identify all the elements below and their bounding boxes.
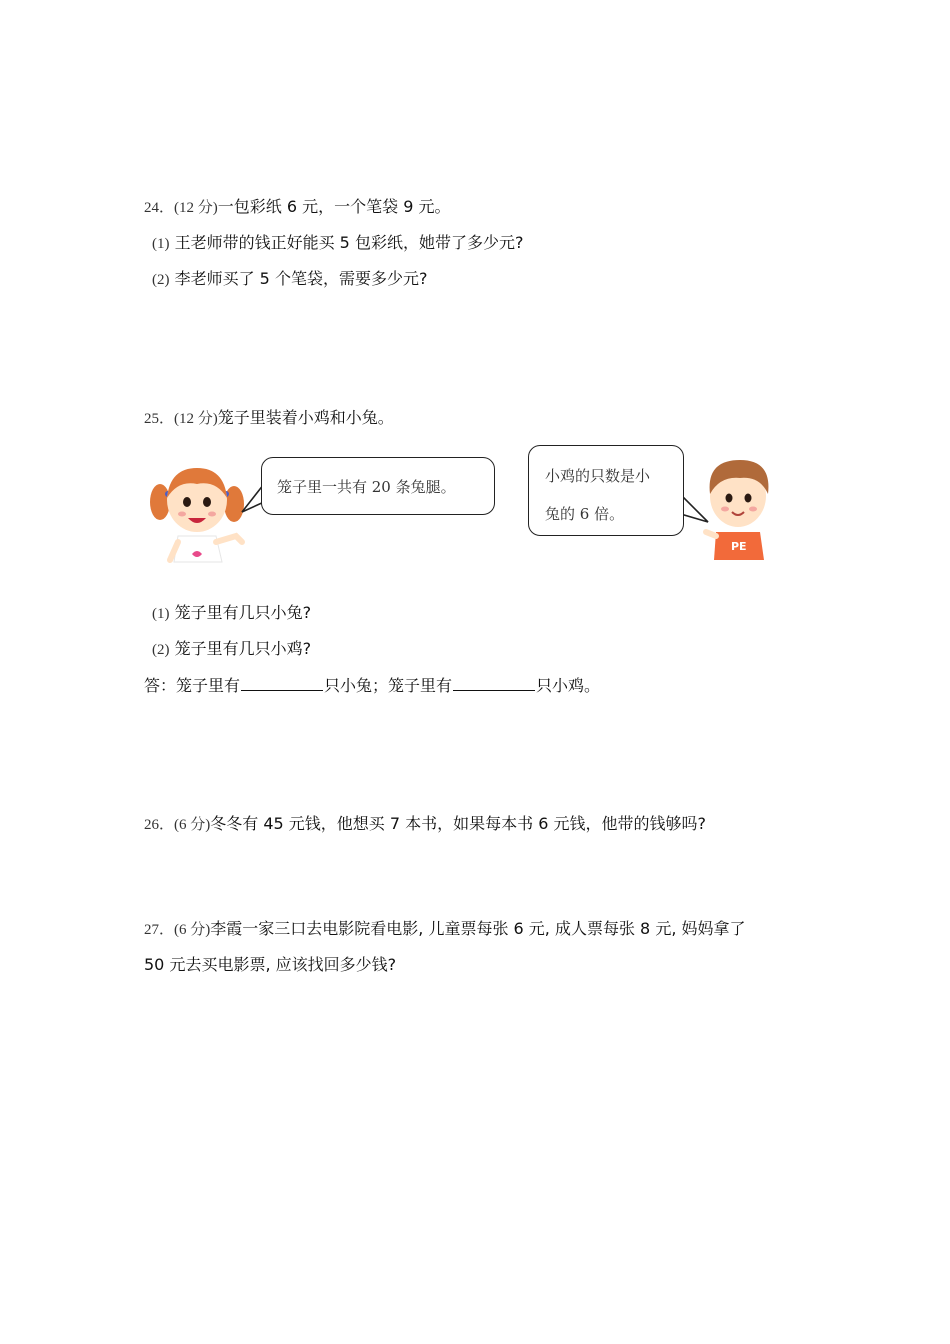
q24-sub2-text: 李老师买了 5 个笔袋，需要多少元? <box>174 269 428 288</box>
chicken-count-blank[interactable] <box>453 674 535 691</box>
boy-shirt-text: PE <box>731 540 747 553</box>
girl-speech-bubble <box>261 457 495 515</box>
q27-number: 27． <box>144 922 175 938</box>
boy-speech-bubble <box>528 445 684 536</box>
q27-stem-line <box>144 918 746 941</box>
q24-sub1-text: 王老师带的钱正好能买 5 包彩纸，她带了多少元? <box>174 233 524 252</box>
q24-sub2 <box>152 268 427 291</box>
q25-answer-line <box>144 674 600 697</box>
q27-stem-line1: 李霞一家三口去电影院看电影, 儿童票每张 6 元, 成人票每张 8 元, 妈妈拿了 <box>210 919 746 938</box>
answer-suffix: 只小鸡。 <box>536 676 601 695</box>
q24-number: 24． <box>144 200 175 216</box>
q25-sub2-text: 笼子里有几只小鸡? <box>174 639 312 658</box>
q25-sub2 <box>152 638 311 661</box>
q27-score: (6 分) <box>174 922 211 938</box>
boy-illustration <box>700 454 780 560</box>
q26-stem: 冬冬有 45 元钱，他想买 7 本书，如果每本书 6 元钱，他带的钱够吗? <box>210 814 706 833</box>
q25-score: (12 分) <box>174 411 218 427</box>
q25-sub1 <box>152 602 311 625</box>
q25-sub1-text: 笼子里有几只小兔? <box>174 603 312 622</box>
boy-bubble-line1: 小鸡的只数是小 <box>545 467 651 485</box>
answer-prefix: 答：笼子里有 <box>144 676 241 695</box>
girl-bubble-text: 笼子里一共有 20 条兔腿。 <box>277 478 456 496</box>
q26-stem-line <box>144 813 706 836</box>
q27-stem-line2: 50 元去买电影票, 应该找回多少钱? <box>144 955 397 974</box>
q25-sub1-label: (1) <box>152 606 170 622</box>
boy-bubble-line2: 兔的 6 倍。 <box>545 505 625 523</box>
q24-stem-line <box>144 196 450 219</box>
q25-stem-line <box>144 407 394 430</box>
q25-stem: 笼子里装着小鸡和小兔。 <box>217 408 394 427</box>
girl-illustration <box>146 462 252 564</box>
q24-sub1-label: (1) <box>152 236 170 252</box>
answer-mid: 只小兔；笼子里有 <box>324 676 453 695</box>
q24-stem: 一包彩纸 6 元，一个笔袋 9 元。 <box>217 197 451 216</box>
q26-number: 26． <box>144 817 175 833</box>
q25-number: 25． <box>144 411 175 427</box>
q26-score: (6 分) <box>174 817 211 833</box>
q24-sub1 <box>152 232 523 255</box>
q25-sub2-label: (2) <box>152 642 170 658</box>
rabbit-count-blank[interactable] <box>241 674 323 691</box>
q24-sub2-label: (2) <box>152 272 170 288</box>
q24-score: (12 分) <box>174 200 218 216</box>
